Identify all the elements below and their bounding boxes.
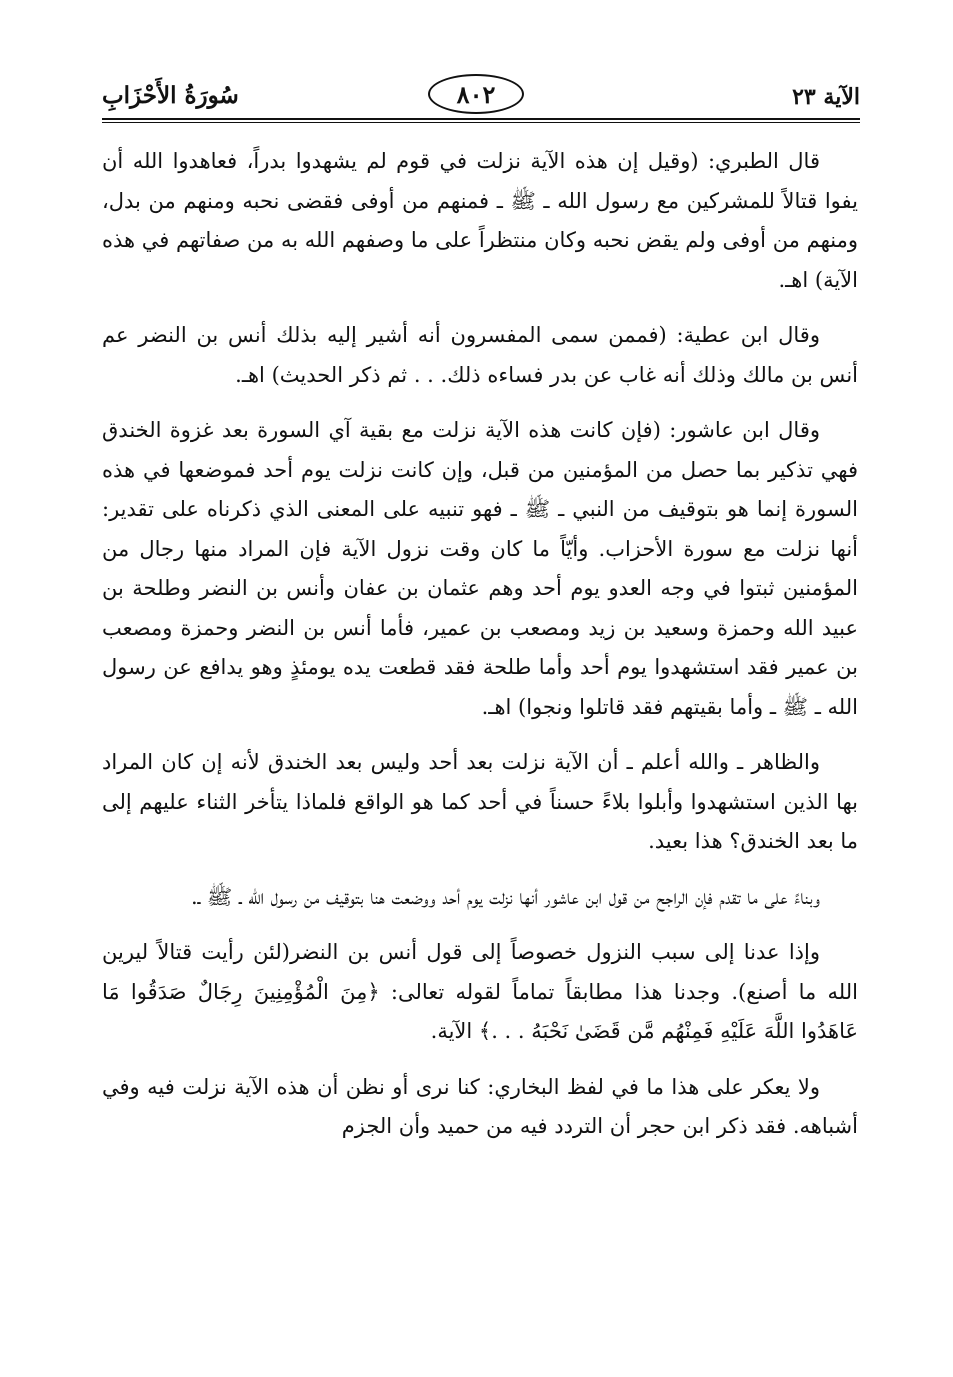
paragraph-bukhari: ولا يعكر على هذا ما في لفظ البخاري: كنا نرى أو نظن أن هذه الآية نزلت فيه وفي أشباهه. فقد ذكر ابن حجر أن التردد فيه من حميد وأن الجزم — [102, 1074, 858, 1138]
paragraph-ibn-atiyya: وقال ابن عطية: (فممن سمى المفسرون أنه أشير إليه بذلك أنس بن النضر عم أنس بن مالك وذلك أنه غاب عن بدر فساءه ذلك. . . ثم ذكر الحديث) اهـ. — [102, 323, 858, 387]
paragraph-ibn-ashur: وقال ابن عاشور: (فإن كانت هذه الآية نزلت مع بقية آي السورة بعد غزوة الخندق فهي تذكير بما حصل من المؤمنين من قبل، وإن كانت نزلت يوم أحد فموضعها في هذه السورة إنما هو بتوقيف من النبي ـ ﷺ ـ فهو تنبيه على المعنى الذي ذكرناه على تقدير: أنها نزلت مع سورة الأحزاب. وأيّاً ما كان وقت نزول الآية فإن المراد منها رجال من المؤمنين ثبتوا في وجه العدو يوم أحد وهم عثمان بن عفان وأنس بن النضر وطلحة بن عبيد الله وحمزة وسعيد بن زيد ومصعب بن عمير، فأما أنس بن النضر وحمزة ومصعب بن عمير فقد استشهدوا يوم أحد وأما طلحة فقد قطعت يده يومئذٍ وهو يدافع عن رسول الله ـ ﷺ ـ وأما بقيتهم فقد قاتلوا ونجوا) اهـ. — [102, 418, 858, 719]
header-rule-thick — [102, 118, 860, 120]
paragraph-occasion: وإذا عدنا إلى سبب النزول خصوصاً إلى قول أنس بن النضر(لئن رأيت قتالاً ليرين الله ما أصنع). وجدنا هذا مطابقاً تماماً لقوله تعالى: ﴿مِنَ الْمُؤْمِنِينَ رِجَالٌ صَدَقُوا مَا عَاهَدُوا اللَّهَ عَلَيْهِ فَمِنْهُم مَّن قَضَىٰ نَحْبَهُ . . .﴾ الآية. — [102, 940, 858, 1043]
paragraph-conclusion: والظاهر ـ والله أعلم ـ أن الآية نزلت بعد أحد وليس بعد الخندق لأنه إن كان المراد بها الذين استشهدوا وأبلوا بلاءً حسناً في أحد كما هو الواقع فلماذا يتأخر الثناء عليهم إلى ما بعد الخندق؟ هذا بعيد. — [102, 750, 858, 853]
page-header — [102, 70, 860, 122]
surah-title: سُورَةُ الأَحْزَابِ — [102, 82, 239, 109]
page-number: ٨٠٢ — [456, 79, 496, 109]
page-number-oval — [428, 74, 524, 114]
page-body — [102, 142, 858, 1163]
paragraph-tabari: قال الطبري: (وقيل إن هذه الآية نزلت في قوم لم يشهدوا بدراً، فعاهدوا الله أن يفوا قتالاً للمشركين مع رسول الله ـ ﷺ ـ فمنهم من أوفى فقضى نحبه ومنهم من بدل، ومنهم من أوفى ولم يقض نحبه وكان منتظراً على ما وصفهم الله به من صفاتهم في هذه الآية) اهـ. — [102, 149, 858, 292]
paragraph-preferred-view: وبناءً على ما تقدم فإن الراجح من قول ابن عاشور أنها نزلت يوم أحد ووضعت هنا بتوقيف من رسول الله ـ ﷺ ـ. — [190, 884, 820, 909]
header-rule-thin — [102, 122, 860, 123]
verse-label: الآية ٢٣ — [792, 84, 860, 110]
